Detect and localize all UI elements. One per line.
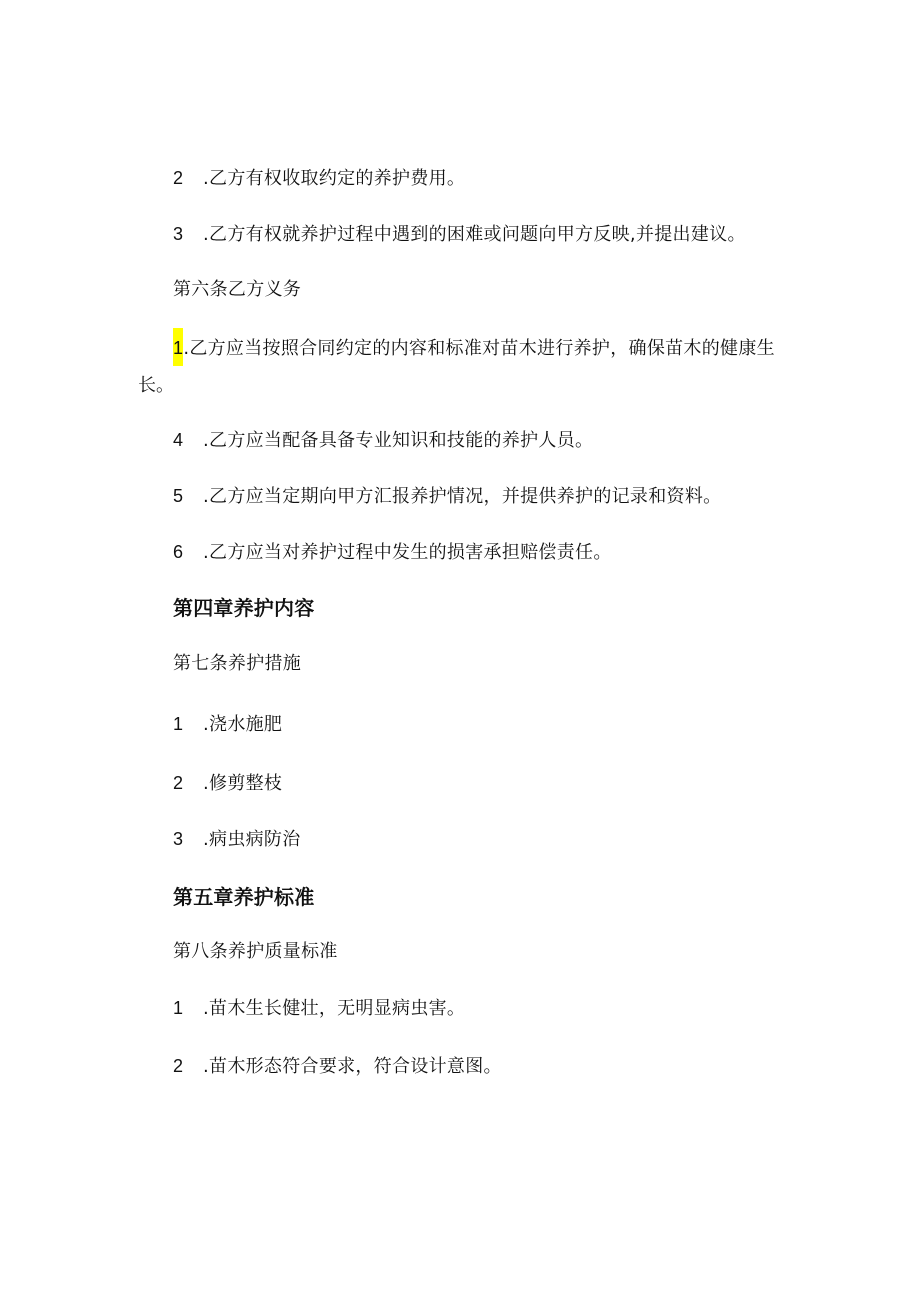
obligation-5 <box>173 484 721 509</box>
article-six-title: 第六条乙方义务 <box>173 279 302 300</box>
standard-1 <box>173 996 465 1021</box>
obligation-1 <box>173 336 775 366</box>
list-text: .乙方应当配备具备专业知识和技能的养护人员。 <box>203 430 594 451</box>
highlighted-number: 1 <box>173 328 183 366</box>
measure-2 <box>173 771 282 796</box>
list-number: 2 <box>173 773 184 793</box>
list-text: .乙方应当按照合同约定的内容和标准对苗木进行养护，确保苗木的健康生 <box>183 338 775 359</box>
list-number: 3 <box>173 224 184 244</box>
measure-1 <box>173 712 282 737</box>
clause-right-2 <box>173 166 465 191</box>
list-number: 4 <box>173 430 184 450</box>
article-seven-title: 第七条养护措施 <box>173 653 302 674</box>
list-text: .乙方有权收取约定的养护费用。 <box>203 168 466 189</box>
list-text: .浇水施肥 <box>203 714 283 735</box>
list-text: .乙方应当对养护过程中发生的损害承担赔偿责任。 <box>203 542 612 563</box>
list-text: .乙方有权就养护过程中遇到的困难或问题向甲方反映,并提出建议。 <box>203 224 746 245</box>
list-number: 2 <box>173 1056 184 1076</box>
list-text: .病虫病防治 <box>203 829 301 850</box>
obligation-6 <box>173 540 612 565</box>
article-eight-title: 第八条养护质量标准 <box>173 941 338 962</box>
chapter-five-heading: 第五章养护标准 <box>173 885 315 909</box>
list-number: 2 <box>173 168 184 188</box>
measure-3 <box>173 827 301 852</box>
obligation-4 <box>173 428 593 453</box>
standard-2 <box>173 1054 502 1079</box>
list-number: 6 <box>173 542 184 562</box>
chapter-four-heading: 第四章养护内容 <box>173 596 315 620</box>
list-number: 1 <box>173 998 184 1018</box>
list-number: 3 <box>173 829 184 849</box>
list-number: 1 <box>173 714 184 734</box>
clause-right-3 <box>173 222 746 247</box>
list-text: .乙方应当定期向甲方汇报养护情况，并提供养护的记录和资料。 <box>203 486 722 507</box>
list-text: .修剪整枝 <box>203 773 283 794</box>
list-text: .苗木生长健壮，无明显病虫害。 <box>203 998 466 1019</box>
list-number: 5 <box>173 486 184 506</box>
obligation-1-continuation: 长。 <box>138 375 174 396</box>
list-text: .苗木形态符合要求，符合设计意图。 <box>203 1056 502 1077</box>
